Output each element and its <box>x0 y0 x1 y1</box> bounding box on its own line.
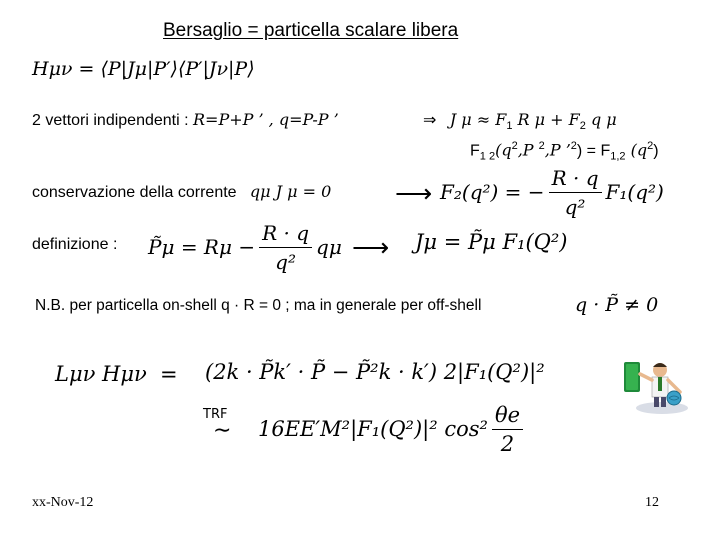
vectors-expr: R=P+P ’ , q=P-P ’ <box>193 110 339 129</box>
right-arrow-1: ⟶ <box>395 178 433 208</box>
right-arrow-2: ⟶ <box>352 232 390 262</box>
f2-relation: F₂(q²) = − $\frac{R \cdot q}{\text{q²}}$ F₁(q²) <box>440 165 664 219</box>
conservation-line <box>32 182 331 202</box>
definition-label: definizione : <box>32 236 118 253</box>
page-number: 12 <box>645 495 659 510</box>
conservation-expr: qμ J μ = 0 <box>249 182 332 201</box>
footer-date: xx-Nov-12 <box>32 495 94 510</box>
nb-note: N.B. per particella on-shell q · R = 0 ; ma in generale per off-shell <box>35 297 482 314</box>
current-expr: J $\mu \approx F_1$ R $\mu + F_2$ q μ <box>449 110 617 133</box>
form-factor-args: $F_{1 2}(q^2,P$ $^2$,P ’$^2$) = $F_{1,2}$ $(q^2)$ <box>470 140 659 163</box>
contraction-rhs: (2k · P̃k′ · P̃ − P̃²k · k′) 2|F₁(Q²)|² <box>205 360 545 384</box>
slide-title: Bersaglio = particella scalare libera <box>163 20 459 41</box>
current-result: Jμ = P̃μ F₁(Q²) <box>415 230 568 254</box>
conservation-label: conservazione della corrente <box>32 184 237 201</box>
nb-expr: q · P̃ ≠ 0 <box>575 294 659 316</box>
line1-rhs <box>423 110 617 132</box>
hadron-tensor-formula: Hμν = ⟨P|Jμ|P′⟩⟨P′|Jν|P⟩ <box>32 58 255 80</box>
teacher-clipart-image <box>622 358 692 416</box>
approx-sign: ∼ <box>213 418 232 443</box>
contraction-lhs: Lμν Hμν <box>55 362 147 386</box>
equals-sign: = <box>160 362 178 386</box>
implies-arrow: ⇒ <box>423 112 437 129</box>
trf-result: 16EE′M²|F₁(Q²)|² cos² $\frac{\theta e}{2}$ <box>258 398 527 460</box>
p-tilde-definition: P̃μ = Rμ − $\frac{R \cdot q}{\text{q²}}$ qμ <box>148 220 342 274</box>
trf-label: TRF <box>203 407 228 422</box>
vectors-label: 2 vettori indipendenti : <box>32 112 189 129</box>
line1-label <box>32 110 339 130</box>
